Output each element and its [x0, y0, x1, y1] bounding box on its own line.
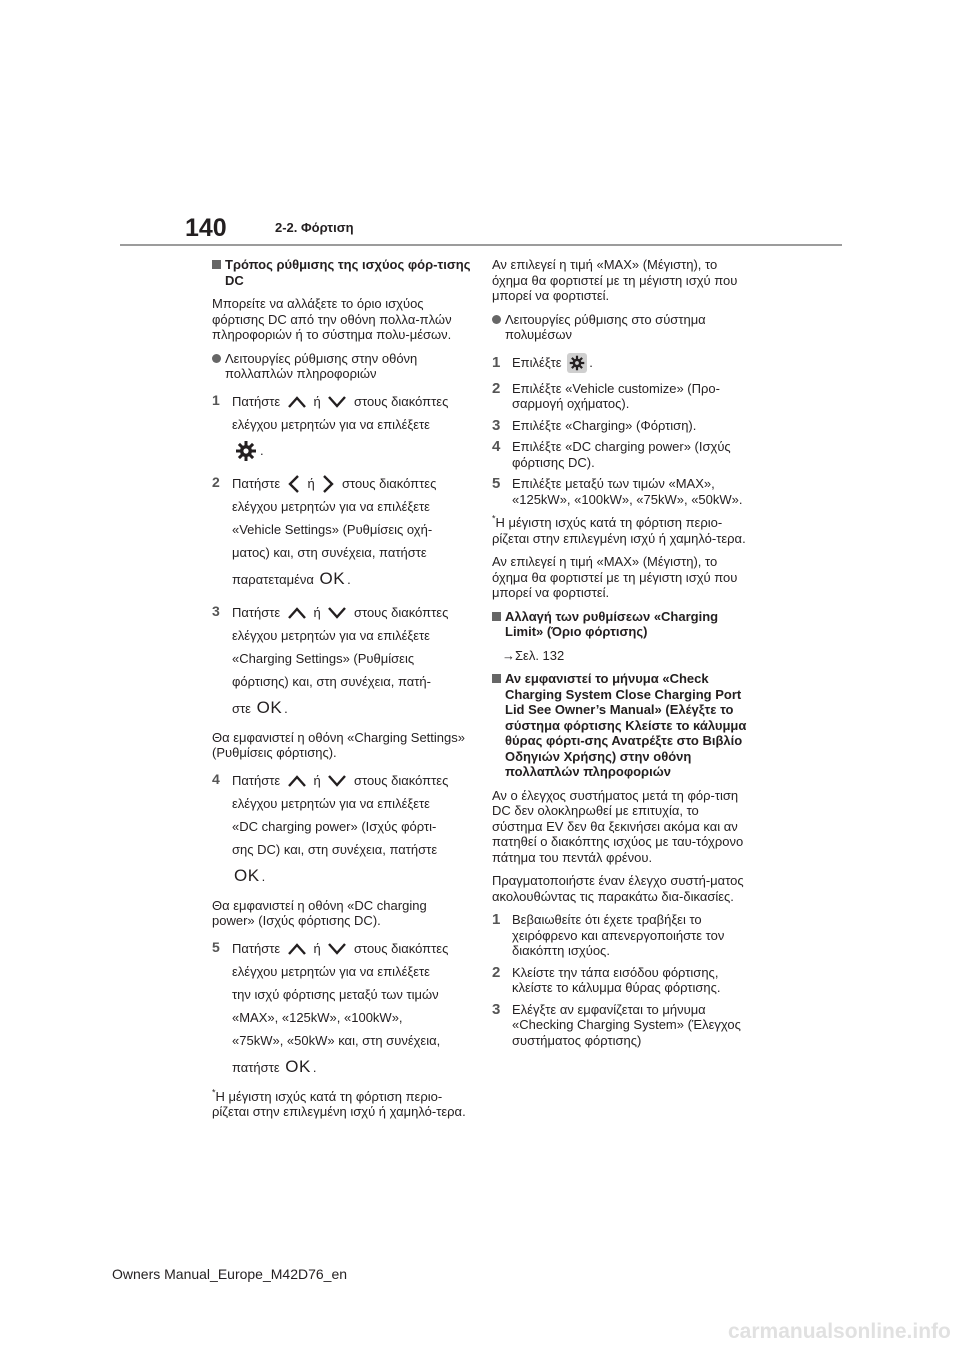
heading-text: Αν εμφανιστεί το μήνυμα «Check Charging System Close Charging Port Lid See Owner’s Manual» (Ελέγξτε το σύστημα φόρτισης Κλείστε το κάλυμμα θύρας φόρτι-σης Ανατρέξτε στο Βιβλίο Οδηγιών Χρήσης) στην οθόνη πολλαπλών πληροφοριών	[505, 671, 747, 779]
footnote	[212, 1089, 472, 1120]
footnote-text: Η μέγιστη ισχύς κατά τη φόρτιση περιο-ρίζεται στην επιλεγμένη ισχύ ή χαμηλό-τερα.	[212, 1088, 466, 1119]
step-text: Πατήστε	[232, 940, 281, 956]
step-text: Πατήστε	[232, 604, 281, 620]
step-1	[212, 390, 472, 466]
gear-icon	[235, 440, 257, 462]
chevron-right-icon	[321, 474, 335, 494]
step-text: ελέγχου μετρητών για να επιλέξετε	[232, 498, 430, 514]
step-text: Πατήστε	[232, 772, 281, 788]
or-text: ή	[313, 940, 321, 956]
step-number: 2	[492, 963, 501, 981]
step-text: πατήστε	[232, 1059, 280, 1075]
or-text: ή	[313, 604, 321, 620]
step-2	[492, 965, 752, 996]
step-number: 3	[492, 1000, 501, 1018]
step-1	[492, 351, 752, 375]
period: .	[347, 571, 351, 587]
page-reference[interactable]: →Σελ. 132	[502, 647, 565, 663]
or-text: ή	[313, 772, 321, 788]
sub-heading	[492, 312, 752, 343]
step-text: Επιλέξτε «Charging» (Φόρτιση).	[512, 417, 697, 433]
page-number: 140	[185, 214, 227, 242]
step-text: ελέγχου μετρητών για να επιλέξετε	[232, 627, 430, 643]
step-5	[492, 476, 752, 507]
step-text: ελέγχου μετρητών για να επιλέξετε	[232, 416, 430, 432]
step-text: «MAX», «125kW», «100kW»,	[232, 1009, 403, 1025]
or-text: ή	[307, 475, 315, 491]
step-3	[492, 1002, 752, 1049]
footnote-marker: *	[212, 1087, 216, 1098]
paragraph: Πραγματοποιήστε έναν έλεγχο συστή-ματος ακολουθώντας τις παρακάτω δια-δικασίες.	[492, 873, 744, 904]
footnote-marker: *	[492, 513, 496, 524]
step-2	[212, 472, 472, 595]
ok-icon: OK	[285, 1056, 311, 1076]
step-text: Κλείστε την τάπα εισόδου φόρτισης, κλείστε το κάλυμμα θύρας φόρτισης.	[512, 964, 721, 995]
step-text: ελέγχου μετρητών για να επιλέξετε	[232, 795, 430, 811]
square-bullet-icon	[492, 612, 501, 621]
right-column	[492, 257, 752, 1054]
or-text: ή	[313, 393, 321, 409]
step-text: Πατήστε	[232, 475, 281, 491]
step-text: φόρτισης) και, στη συνέχεια, πατή-	[232, 673, 431, 689]
section-heading	[492, 609, 752, 640]
step-text: στε	[232, 700, 251, 716]
chevron-up-icon	[287, 942, 307, 956]
step-text: Επιλέξτε «Vehicle customize» (Προ-σαρμογή οχήματος).	[512, 380, 720, 411]
step-number: 5	[212, 938, 220, 955]
step-text: Επιλέξτε «DC charging power» (Ισχύς φόρτισης DC).	[512, 439, 731, 470]
step-number: 1	[492, 911, 501, 928]
chevron-up-icon	[287, 395, 307, 409]
footer-text: Owners Manual_Europe_M42D76_en	[112, 1266, 348, 1282]
step-text: στους διακόπτες	[353, 604, 449, 620]
step-number: 5	[492, 475, 501, 492]
left-column	[212, 257, 472, 1128]
step-number: 1	[212, 391, 220, 408]
section-heading	[492, 671, 752, 780]
step-text: «Charging Settings» (Ρυθμίσεις	[232, 650, 415, 666]
period: .	[260, 442, 264, 458]
step-text: την ισχύ φόρτισης μεταξύ των τιμών	[232, 986, 439, 1002]
step-text: στους διακόπτες	[353, 393, 449, 409]
footnote	[492, 515, 752, 546]
step-text: ελέγχου μετρητών για να επιλέξετε	[232, 963, 430, 979]
step-3	[492, 418, 752, 434]
step-text: «DC charging power» (Ισχύς φόρτι-	[232, 818, 437, 834]
step-text: Επιλέξτε μεταξύ των τιμών «MAX», «125kW», «100kW», «75kW», «50kW».	[512, 476, 743, 507]
sub-heading	[212, 351, 472, 382]
step-number: 3	[212, 602, 220, 619]
chevron-up-icon	[287, 774, 307, 788]
paragraph: Αν επιλεγεί η τιμή «MAX» (Μέγιστη), το όχημα θα φορτιστεί με τη μέγιστη ισχύ που μπορεί να φορτιστεί.	[492, 257, 738, 303]
ok-icon: OK	[319, 568, 346, 588]
step-number: 3	[492, 416, 501, 434]
chevron-down-icon	[327, 942, 347, 956]
gear-icon	[567, 353, 587, 373]
step-number: 1	[492, 353, 501, 371]
step-text: ματος) και, στη συνέχεια, πατήστε	[232, 544, 427, 560]
sub-heading-text: Λειτουργίες ρύθμισης στο σύστημα πολυμέσων	[505, 311, 706, 342]
ok-icon: OK	[234, 865, 260, 885]
step-5	[212, 937, 472, 1083]
heading-text: Τρόπος ρύθμισης της ισχύος φόρ-τισης DC	[225, 257, 471, 288]
round-bullet-icon	[492, 315, 501, 324]
step-2	[492, 381, 752, 412]
step-number: 4	[212, 770, 220, 787]
paragraph: Θα εμφανιστεί η οθόνη «Charging Settings» (Ρυθμίσεις φόρτισης).	[212, 729, 465, 760]
step-4	[492, 439, 752, 470]
paragraph: Αν ο έλεγχος συστήματος μετά τη φόρ-τιση DC δεν ολοκληρωθεί με επιτυχία, το σύστημα EV δεν θα ξεκινήσει ακόμα και αν πατηθεί ο διακόπτης ισχύος με ταυ-τόχρονο πάτημα του πεντάλ φρένου.	[492, 787, 744, 865]
period: .	[589, 354, 593, 370]
header-rule	[120, 244, 842, 246]
chevron-up-icon	[287, 606, 307, 620]
step-text: Πατήστε	[232, 393, 281, 409]
step-3	[212, 601, 472, 724]
square-bullet-icon	[212, 260, 221, 269]
paragraph: Αν επιλεγεί η τιμή «MAX» (Μέγιστη), το όχημα θα φορτιστεί με τη μέγιστη ισχύ που μπορεί να φορτιστεί.	[492, 554, 738, 600]
watermark: carmanualsonline.info	[728, 1320, 951, 1343]
square-bullet-icon	[492, 674, 501, 683]
chevron-down-icon	[327, 774, 347, 788]
section-heading	[212, 257, 472, 288]
chapter-title: 2-2. Φόρτιση	[275, 220, 354, 235]
step-number: 4	[492, 438, 501, 455]
step-text: Επιλέξτε	[512, 354, 562, 370]
chevron-down-icon	[327, 606, 347, 620]
period: .	[312, 1059, 317, 1075]
round-bullet-icon	[212, 354, 221, 363]
step-text: στους διακόπτες	[353, 772, 449, 788]
period: .	[284, 700, 288, 716]
step-number: 2	[212, 473, 220, 490]
step-text: σης DC) και, στη συνέχεια, πατήστε	[232, 841, 438, 857]
step-text: «75kW», «50kW» και, στη συνέχεια,	[232, 1032, 441, 1048]
step-number: 2	[492, 379, 501, 397]
sub-heading-text: Λειτουργίες ρύθμισης στην οθόνη πολλαπλών πληροφοριών	[225, 350, 418, 381]
step-1	[492, 912, 752, 959]
chevron-left-icon	[287, 474, 301, 494]
step-text: Ελέγξτε αν εμφανίζεται το μήνυμα «Checking Charging System» (Έλεγχος συστήματος φόρτισης)	[512, 1001, 741, 1048]
paragraph: Μπορείτε να αλλάξετε το όριο ισχύος φόρτισης DC από την οθόνη πολλα-πλών πληροφοριών ή το σύστημα πολυ-μέσων.	[212, 296, 452, 342]
paragraph: Θα εμφανιστεί η οθόνη «DC charging power» (Ισχύς φόρτισης DC).	[212, 897, 427, 928]
ok-icon: OK	[256, 697, 283, 717]
footnote-text: Η μέγιστη ισχύς κατά τη φόρτιση περιο-ρίζεται στην επιλεγμένη ισχύ ή χαμηλό-τερα.	[492, 515, 746, 546]
step-text: Βεβαιωθείτε ότι έχετε τραβήξει το χειρόφρενο και απενεργοποιήστε τον διακόπτη ισχύος.	[512, 912, 725, 958]
step-text: στους διακόπτες	[341, 475, 437, 491]
step-text: «Vehicle Settings» (Ρυθμίσεις οχή-	[232, 521, 433, 537]
chevron-down-icon	[327, 395, 347, 409]
period: .	[261, 868, 266, 884]
step-4	[212, 769, 472, 892]
step-text: παρατεταμένα	[232, 571, 314, 587]
step-text: στους διακόπτες	[353, 940, 449, 956]
heading-text: Αλλαγή των ρυθμίσεων «Charging Limit» (Όριο φόρτισης)	[505, 608, 719, 639]
